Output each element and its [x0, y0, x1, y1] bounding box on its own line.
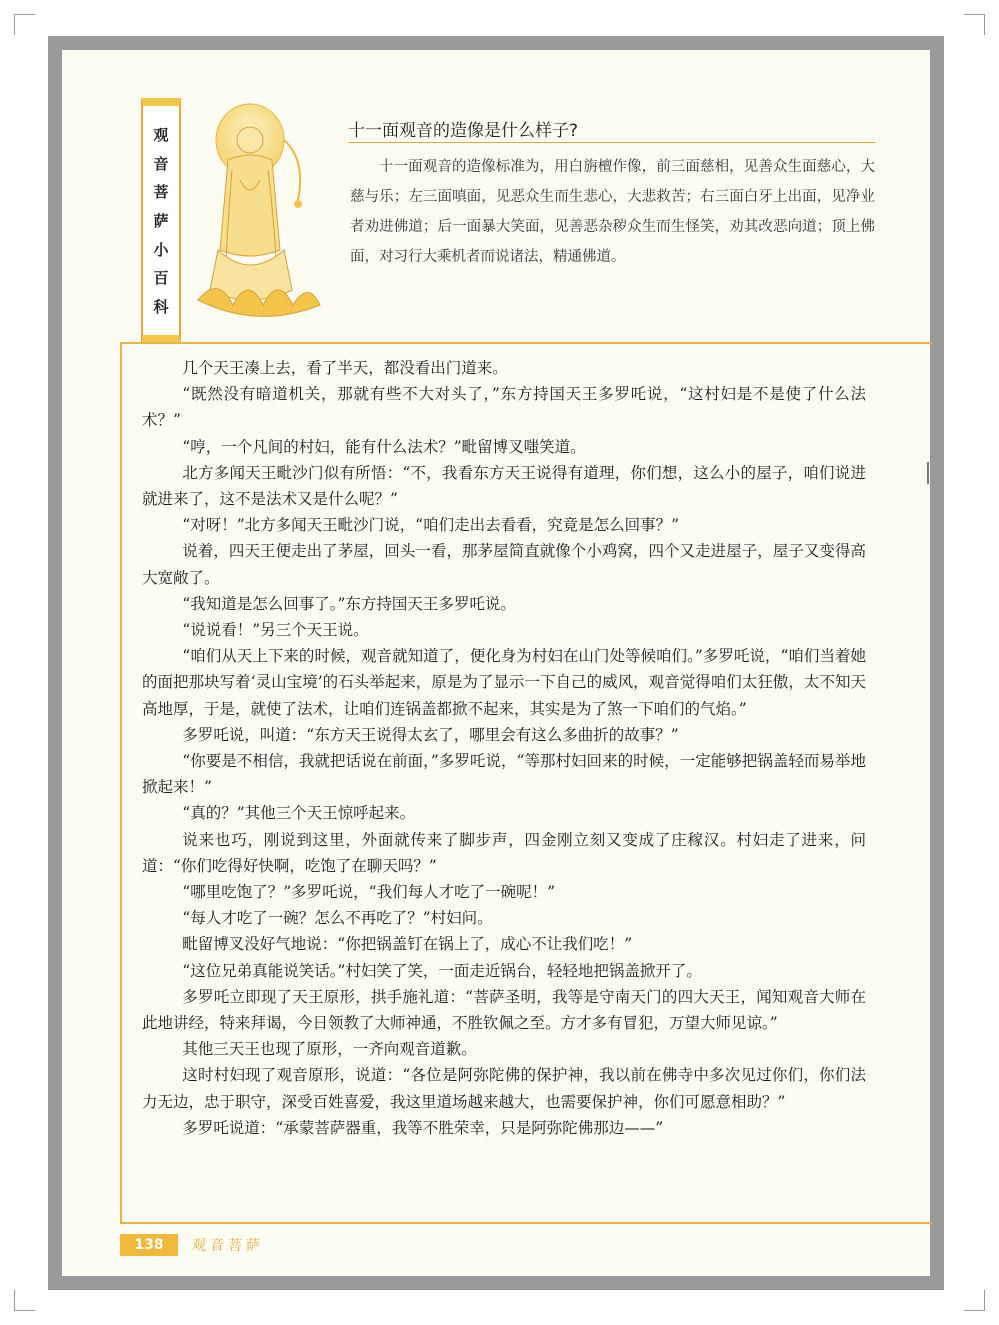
book-title-footer: 观音菩萨: [192, 1238, 264, 1254]
sidebox-title-underline: [348, 142, 876, 143]
scan-speck: [927, 462, 929, 484]
story-paragraph: “哼，一个凡间的村妇，能有什么法术？”毗留博叉嗤笑道。: [182, 437, 586, 456]
story-bottom-rule: [120, 1222, 932, 1224]
story-paragraph: “对呀！”北方多闻天王毗沙门说，“咱们走出去看看，究竟是怎么回事？”: [182, 516, 679, 535]
story-paragraph: 多罗吒说道：“承蒙菩萨器重，我等不胜荣幸，只是阿弥陀佛那边——”: [182, 1118, 664, 1137]
story-paragraph: “既然没有暗道机关，那就有些不大对头了，”东方持国天王多罗吒说，“这村妇是不是使了什么法术？”: [142, 385, 866, 430]
encyclopedia-sidebar-tab: [141, 98, 181, 343]
sidebox-title: 十一面观音的造像是什么样子?: [348, 121, 579, 141]
story-left-rule: [120, 342, 122, 1224]
crop-mark-top-left: [14, 14, 35, 35]
story-paragraph: 说着，四天王便走出了茅屋，回头一看，那茅屋简直就像个小鸡窝，四个又走进屋子，屋子又变得高大宽敞了。: [142, 542, 866, 587]
story-paragraph: 多罗吒说，叫道：“东方天王说得太玄了，哪里会有这么多曲折的故事？”: [182, 725, 679, 744]
story-paragraph: 这时村妇现了观音原形，说道：“各位是阿弥陀佛的保护神，我以前在佛寺中多次见过你们，你们法力无边，忠于职守，深受百姓喜爱，我这里道场越来越大，也需要保护神，你们可愿意相助？”: [142, 1066, 866, 1111]
story-top-rule: [120, 342, 932, 344]
crop-mark-bottom-left: [14, 1290, 35, 1311]
story-paragraph: 北方多闻天王毗沙门似有所悟：“不，我看东方天王说得有道理，你们想，这么小的屋子，咱们说进就进来了，这不是法术又是什么呢？”: [142, 463, 866, 509]
story-paragraph: 几个天王凑上去，看了半天，都没看出门道来。: [182, 359, 508, 377]
story-paragraph: “你要是不相信，我就把话说在前面，”多罗吒说，“等那村妇回来的时候，一定能够把锅盖轻而易举地掀起来！”: [142, 752, 866, 797]
sidebar-char: 观: [153, 125, 169, 144]
story-text: [142, 355, 866, 1141]
guanyin-illustration: [188, 100, 328, 332]
story-paragraph: “我知道是怎么回事了。”东方持国天王多罗吒说。: [182, 594, 516, 613]
story-paragraph: 毗留博叉没好气地说：“你把锅盖钉在锅上了，成心不让我们吃！”: [182, 935, 633, 954]
sidebar-char: 科: [153, 298, 169, 317]
story-paragraph: “哪里吃饱了？”多罗吒说，“我们每人才吃了一碗呢！”: [182, 883, 555, 902]
sidebar-char: 百: [153, 269, 169, 288]
story-paragraph: 说来也巧，刚说到这里，外面就传来了脚步声，四金刚立刻又变成了庄稼汉。村妇走了进来，问道：“你们吃得好快啊，吃饱了在聊天吗？”: [142, 830, 866, 875]
story-paragraph: “真的？”其他三个天王惊呼起来。: [182, 804, 416, 823]
sidebox-body: 十一面观音的造像标准为，用白旃檀作像，前三面慈相，见善众生面慈心，大慈与乐；左三面嗔面，见恶众生而生悲心，大悲救苦；右三面白牙上出面，见净业者劝进佛道；后一面暴大笑面，见善恶杂秽众生而生怪笑，劝其改恶向道；顶上佛面，对习行大乘机者而说诸法，精通佛道。: [350, 159, 875, 265]
story-paragraph: “咱们从天上下来的时候，观音就知道了，便化身为村妇在山门处等候咱们。”多罗吒说，“咱们当着她的面把那块写着‘灵山宝境’的石头举起来，原是为了显示一下自己的威风，观音觉得咱们太狂傲，太不知天高地厚，于是，就使了法术，让咱们连锅盖都掀不起来，其实是为了煞一下咱们的气焰。”: [142, 647, 866, 718]
story-paragraph: “说说看！”另三个天王说。: [182, 621, 369, 640]
story-paragraph: “每人才吃了一碗？怎么不再吃了？”村妇问。: [182, 909, 493, 928]
sidebar-char: 菩: [153, 183, 169, 202]
page-number: 138: [120, 1234, 178, 1256]
sidebar-char: 音: [153, 154, 169, 173]
story-paragraph: 其他三天王也现了原形，一齐向观音道歉。: [182, 1040, 477, 1059]
story-paragraph: “这位兄弟真能说笑话。”村妇笑了笑，一面走近锅台，轻轻地把锅盖掀开了。: [182, 961, 702, 980]
story-paragraph: 多罗吒立即现了天王原形，拱手施礼道：“菩萨圣明，我等是守南天门的四大天王，闻知观音大师在此地讲经，特来拜谒，今日领教了大师神通，不胜钦佩之至。方才多有冒犯，万望大师见谅。”: [142, 987, 866, 1033]
crop-mark-top-right: [964, 14, 985, 35]
crop-mark-bottom-right: [964, 1290, 985, 1311]
sidebar-char: 小: [153, 240, 169, 259]
sidebar-char: 萨: [153, 211, 169, 230]
